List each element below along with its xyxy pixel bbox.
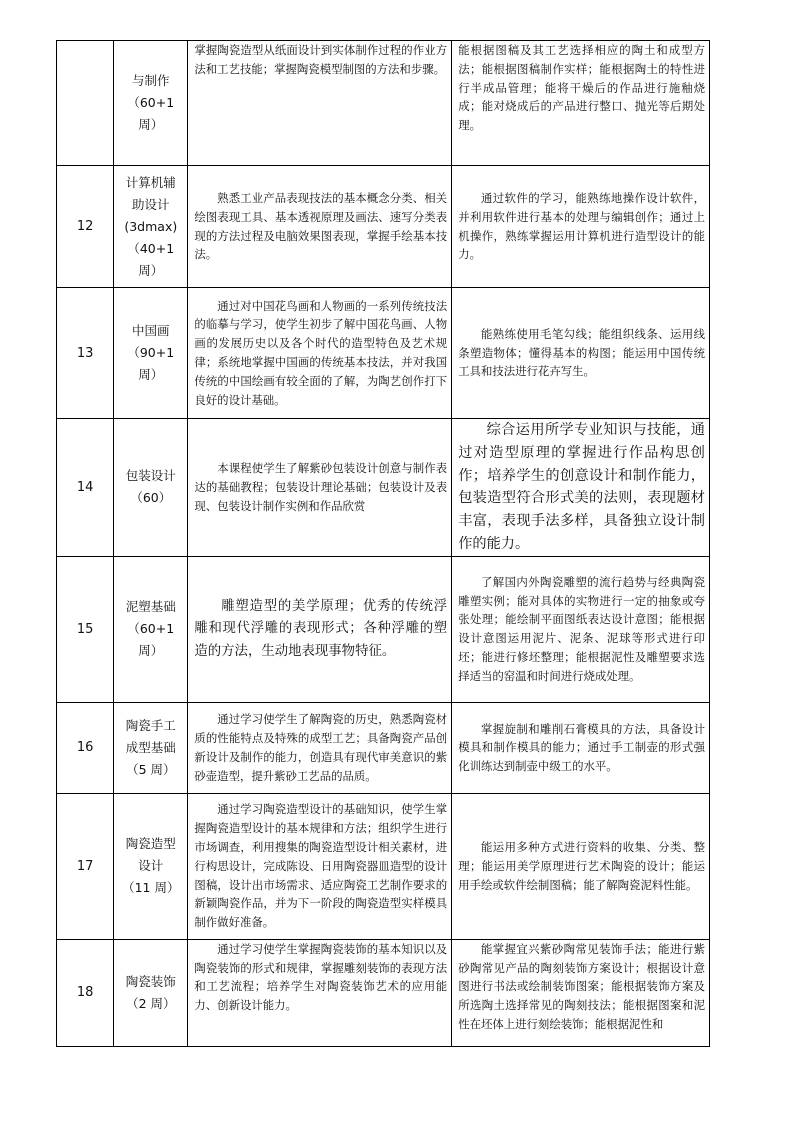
table-row (57, 288, 710, 419)
course-name (114, 793, 188, 939)
course-name-line: 周） (138, 367, 164, 382)
course-name-line: 计算机辅 (125, 174, 176, 190)
course-name-line: 陶瓷装饰 (125, 973, 176, 989)
course-ability-text: 综合运用所学专业知识与技能，通过对造型原理的掌握进行作品构思创作；培养学生的创意设计和制作能力，包装造型符合形式美的法则，表现题材丰富，表现手法多样，具备独立设计制作的能力。 (458, 422, 705, 552)
course-goal-text: 通过对中国花鸟画和人物画的一系列传统技法的临摹与学习，使学生初步了解中国花鸟画、人物画的发展历史以及各个时代的造型特色及艺术规律；系统地掌握中国画的传统基本技法，并对我国传统的中国绘画有较全面的了解，为陶艺创作打下良好的设计基础。 (194, 298, 448, 407)
course-name-line: 与制作 (132, 73, 170, 88)
course-ability (452, 288, 710, 419)
course-name-line: （11 周） (122, 880, 180, 896)
table-row (57, 793, 710, 939)
course-ability-text: 通过软件的学习，能熟练地操作设计软件，并利用软件进行基本的处理与编辑创作；通过上机操作，熟练掌握运用计算机进行造型设计的能力。 (458, 190, 705, 262)
table-row (57, 556, 710, 702)
table-row (57, 939, 710, 1046)
course-name-line: (3dmax) (124, 218, 178, 234)
table-row (57, 166, 710, 288)
course-name-line: （2 周） (126, 995, 176, 1011)
course-goal-text: 雕塑造型的美学原理；优秀的传统浮雕和现代浮雕的表现形式；各种浮雕的塑造的方法，生动地表现事物特征。 (194, 598, 448, 659)
course-ability (452, 419, 710, 557)
curriculum-table (56, 40, 710, 1047)
course-name-line: （5 周） (126, 761, 176, 777)
course-goal-text: 通过学习陶瓷造型设计的基础知识，使学生掌握陶瓷造型设计的基本规律和方法；组织学生进行市场调查，利用搜集的陶瓷造型设计相关素材，进行构思设计，完成陈设、日用陶瓷器皿造型的设计图稿，设计出市场需求、适应陶瓷工艺制作要求的新颖陶瓷作品，并为下一阶段的陶瓷造型实样模具制作做好准备。 (194, 802, 448, 930)
course-number: 16 (57, 702, 114, 793)
course-name-line: 周） (138, 117, 164, 132)
course-name (114, 419, 188, 557)
course-goal (188, 939, 452, 1046)
course-ability (452, 166, 710, 288)
table-row (57, 419, 710, 557)
course-ability (452, 702, 710, 793)
course-name-line: 周） (138, 262, 164, 278)
course-name-line: 陶瓷造型 (125, 836, 176, 852)
course-name-line: （60+1 (127, 621, 175, 637)
course-ability-text: 能掌握宜兴紫砂陶常见装饰手法；能进行紫砂陶常见产品的陶刻装饰方案设计；根据设计意图进行书法或绘制装饰图案；能根据装饰方案及所选陶土选择常见的陶刻技法；能根据图案和泥性在坯体上进行刻绘装饰；能根据泥性和 (458, 941, 705, 1031)
course-name-line: 泥塑基础 (125, 599, 176, 615)
course-number (57, 41, 114, 166)
course-name-line: （40+1 (127, 240, 175, 256)
course-goal-text: 通过学习使学生掌握陶瓷装饰的基本知识以及陶瓷装饰的形式和规律，掌握雕刻装饰的表现方法和工艺流程；培养学生对陶瓷装饰艺术的应用能力、创新设计能力。 (194, 941, 448, 1013)
course-name-line: 中国画 (132, 323, 170, 338)
course-name-line: （60） (130, 490, 172, 506)
course-ability (452, 939, 710, 1046)
course-name (114, 702, 188, 793)
course-goal-text: 本课程使学生了解紫砂包装设计创意与制作表达的基础教程；包装设计理论基础；包装设计及表现、包装设计制作实例和作品欣赏 (194, 461, 448, 513)
table-row (57, 41, 710, 166)
course-goal-text: 掌握陶瓷造型从纸面设计到实体制作过程的作业方法和工艺技能；掌握陶瓷模型制图的方法和步骤。 (194, 43, 448, 76)
course-ability (452, 41, 710, 166)
course-ability-text: 掌握旋制和雕削石膏模具的方法，具备设计模具和制作模具的能力；通过手工制壶的形式强化训练达到制壶中级工的水平。 (458, 721, 705, 774)
course-number: 12 (57, 166, 114, 288)
course-name (114, 939, 188, 1046)
course-name (114, 288, 188, 419)
course-goal (188, 556, 452, 702)
course-name-line: 陶瓷手工 (125, 717, 176, 733)
course-ability-text: 能运用多种方式进行资料的收集、分类、整理；能运用美学原理进行艺术陶瓷的设计；能运用手绘或软件绘制图稿；能了解陶瓷泥料性能。 (458, 840, 705, 892)
course-number: 13 (57, 288, 114, 419)
course-ability-text: 了解国内外陶瓷雕塑的流行趋势与经典陶瓷雕塑实例；能对具体的实物进行一定的抽象或夸张处理；能绘制平面图纸表达设计意图；能根据设计意图运用泥片、泥条、泥球等形式进行印坯；能进行修坯整理；能根据泥性及雕塑要求选择适当的窑温和时间进行烧成处理。 (458, 574, 705, 683)
course-ability (452, 793, 710, 939)
course-goal-text: 通过学习使学生了解陶瓷的历史，熟悉陶瓷材质的性能特点及特殊的成型工艺；具备陶瓷产品创新设计及制作的能力，创造具有现代审美意识的紫砂壶造型，提升紫砂工艺品的品质。 (194, 712, 448, 783)
course-name-line: 成型基础 (125, 739, 176, 755)
course-name (114, 166, 188, 288)
course-name-line: 助设计 (132, 196, 170, 212)
table-row (57, 702, 710, 793)
course-name-line: （60+1 (127, 95, 175, 110)
course-name-line: 设计 (138, 858, 164, 874)
course-name (114, 41, 188, 166)
course-ability (452, 556, 710, 702)
course-goal (188, 288, 452, 419)
course-goal (188, 793, 452, 939)
course-name-line: （90+1 (127, 345, 175, 360)
course-goal (188, 702, 452, 793)
course-goal (188, 419, 452, 557)
course-number: 18 (57, 939, 114, 1046)
course-name-line: 包装设计 (125, 468, 176, 484)
course-number: 17 (57, 793, 114, 939)
course-name-line: 周） (138, 643, 164, 659)
course-name (114, 556, 188, 702)
course-ability-text: 能熟练使用毛笔勾线；能组织线条、运用线条塑造物体；懂得基本的构图；能运用中国传统工具和技法进行花卉写生。 (458, 326, 705, 379)
course-goal-text: 熟悉工业产品表现技法的基本概念分类、相关绘图表现工具、基本透视原理及画法、速写分类表现的方法过程及电脑效果图表现，掌握手绘基本技法。 (194, 190, 448, 262)
course-goal (188, 166, 452, 288)
course-number: 14 (57, 419, 114, 557)
course-ability-text: 能根据图稿及其工艺选择相应的陶土和成型方法；能根据图稿制作实样；能根据陶土的特性进行半成品管理；能将干燥后的作品进行施釉烧成；能对烧成后的产品进行整口、抛光等后期处理。 (458, 43, 705, 133)
course-number: 15 (57, 556, 114, 702)
course-goal (188, 41, 452, 166)
